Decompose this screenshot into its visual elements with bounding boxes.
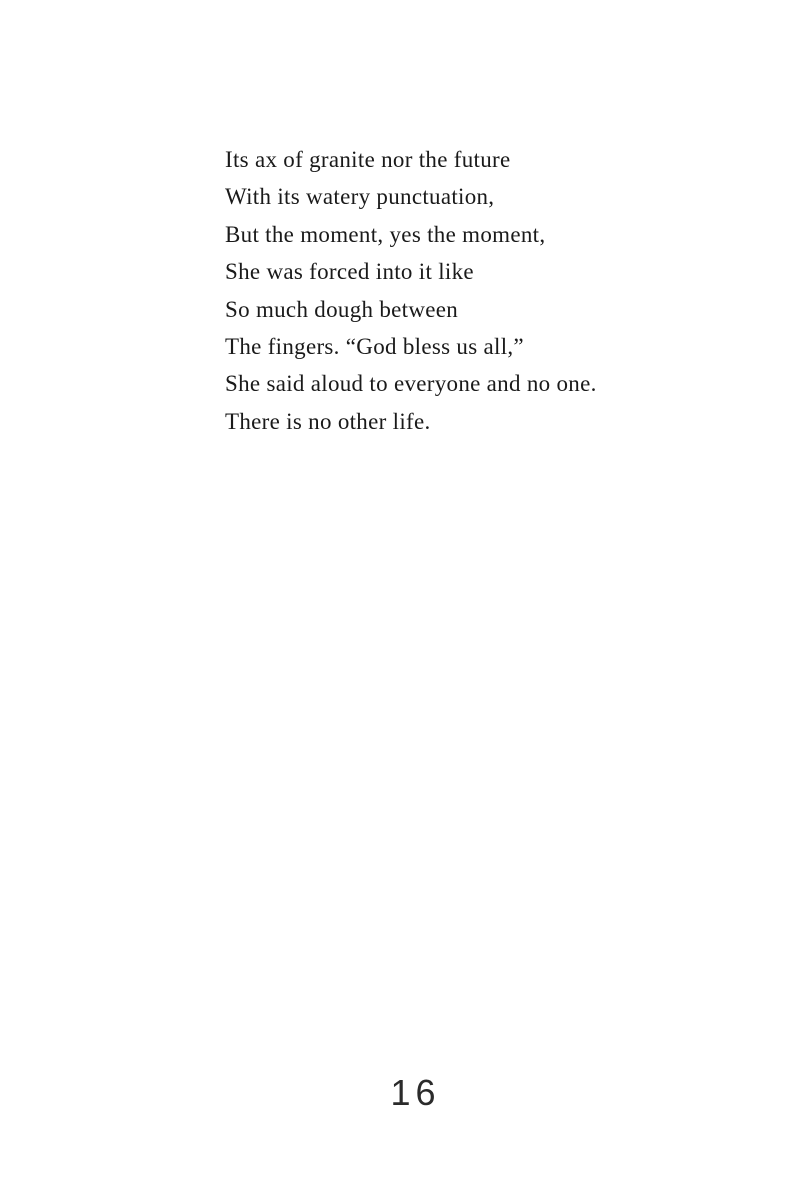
poem-line: Its ax of granite nor the future bbox=[225, 147, 511, 172]
poem-line: She said aloud to everyone and no one. bbox=[225, 371, 597, 397]
poem-text-block bbox=[225, 141, 625, 440]
folio bbox=[225, 1072, 606, 1114]
poem-line: With its watery punctuation, bbox=[225, 184, 495, 210]
poem-line: But the moment, yes the moment, bbox=[225, 221, 546, 247]
poem-line: There is no other life. bbox=[225, 408, 431, 434]
page-number: 16 bbox=[390, 1072, 441, 1113]
poem-line: She was forced into it like bbox=[225, 259, 474, 285]
poem-line: So much dough between bbox=[225, 296, 459, 322]
poem-line: The fingers. “God bless us all,” bbox=[225, 334, 524, 360]
